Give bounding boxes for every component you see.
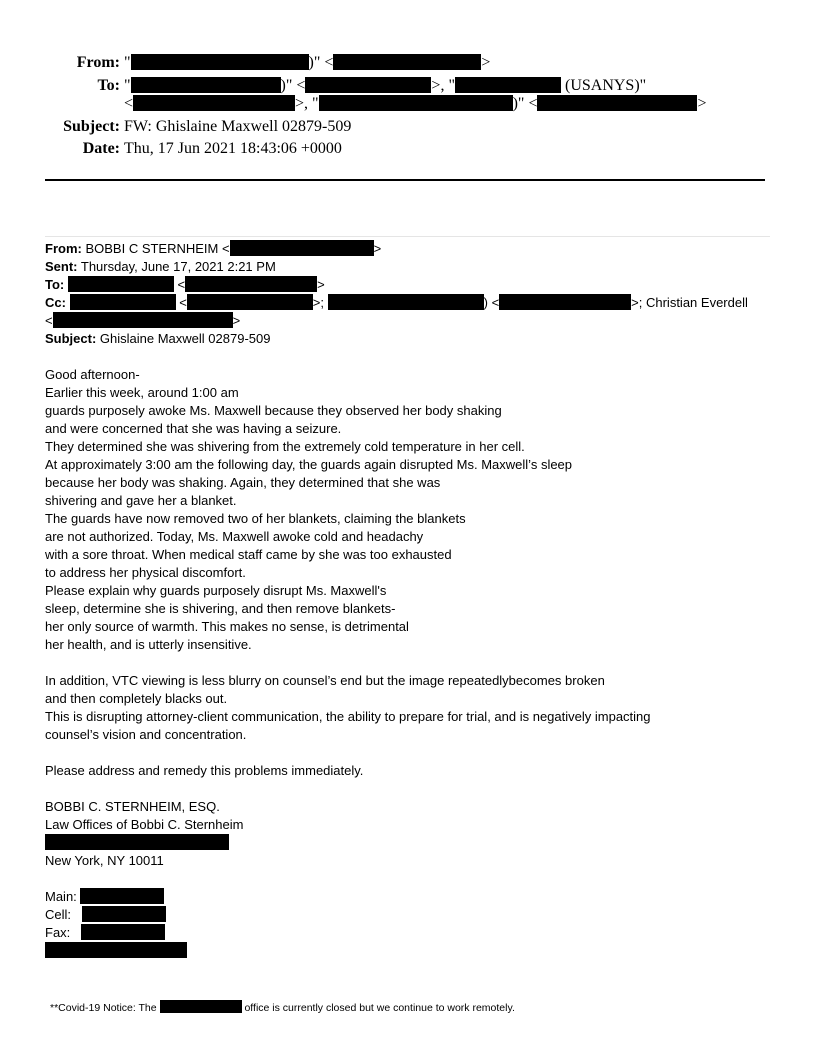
email-from-name: BOBBI C STERNHEIM — [85, 241, 219, 256]
redaction — [45, 834, 229, 850]
email-cc-line: Cc: < >; ) < >; Christian Everdell — [45, 295, 748, 310]
body-line: and were concerned that she was having a seizure. — [45, 421, 342, 436]
body-line: This is disrupting attorney-client communication, the ability to prepare for trial, and is negatively impacting — [45, 709, 651, 724]
signature-address — [45, 834, 785, 852]
usanys-text: (USANYS)" — [564, 77, 647, 94]
notice-suffix: office is currently closed but we continue to work remotely. — [244, 1002, 515, 1014]
body-line: with a sore throat. When medical staff came by she was too exhausted — [45, 547, 452, 562]
cell-label: Cell: — [45, 907, 72, 922]
body-line: shivering and gave her a blanket. — [45, 493, 237, 508]
email-body — [45, 240, 785, 960]
email-from-line: From: BOBBI C STERNHEIM < > — [45, 241, 382, 256]
redaction — [53, 312, 233, 328]
header-divider — [45, 179, 765, 181]
body-line: Please explain why guards purposely disrupt Ms. Maxwell's — [45, 583, 387, 598]
fax-label: Fax: — [45, 925, 71, 940]
redaction — [80, 888, 164, 904]
body-line: sleep, determine she is shivering, and then remove blankets- — [45, 601, 396, 616]
redaction — [81, 924, 165, 940]
to-value: " )" < >, " (USANYS)" — [124, 77, 647, 94]
body-line: Earlier this week, around 1:00 am — [45, 385, 239, 400]
signature-web — [45, 942, 785, 960]
email-sent-line — [45, 258, 785, 276]
signature-cell — [45, 906, 785, 924]
signature-city: New York, NY 10011 — [45, 853, 164, 868]
redaction — [131, 77, 281, 93]
from-value: " )" < > — [124, 54, 491, 71]
body-line: In addition, VTC viewing is less blurry on counsel’s end but the image repeatedlybecomes broken — [45, 673, 605, 688]
redaction — [537, 95, 697, 111]
email-subject-line — [45, 330, 785, 348]
redaction — [305, 77, 431, 93]
signature-main — [45, 888, 785, 906]
date-label: Date: — [82, 140, 120, 157]
email-sent-label: Sent: — [45, 259, 78, 274]
body-line: counsel’s vision and concentration. — [45, 727, 247, 742]
redaction — [455, 77, 561, 93]
redaction — [131, 54, 309, 70]
to-label: To: — [97, 77, 120, 94]
main-label: Main: — [45, 889, 77, 904]
body-line: to address her physical discomfort. — [45, 565, 246, 580]
email-cc-name: ; Christian Everdell — [638, 295, 748, 310]
date-value: Thu, 17 Jun 2021 18:43:06 +0000 — [124, 140, 342, 157]
body-line: The guards have now removed two of her blankets, claiming the blankets — [45, 511, 466, 526]
signature-fax — [45, 924, 785, 942]
notice-prefix: **Covid-19 Notice: The — [50, 1002, 157, 1014]
redaction — [328, 294, 484, 310]
email-divider — [45, 236, 770, 237]
redaction — [45, 942, 187, 958]
redaction — [230, 240, 374, 256]
redaction — [187, 294, 313, 310]
email-subject-label: Subject: — [45, 331, 97, 346]
redaction — [160, 1000, 242, 1013]
email-to-line: To: < > — [45, 277, 325, 292]
redaction — [70, 294, 176, 310]
redaction — [185, 276, 317, 292]
email-sent-value: Thursday, June 17, 2021 2:21 PM — [80, 259, 276, 274]
redaction — [499, 294, 631, 310]
body-line: They determined she was shivering from the extremely cold temperature in her cell. — [45, 439, 525, 454]
redaction — [319, 95, 513, 111]
body-line: Please address and remedy this problems immediately. — [45, 763, 364, 778]
redaction — [68, 276, 174, 292]
body-line: and then completely blacks out. — [45, 691, 228, 706]
body-line: At approximately 3:00 am the following day, the guards again disrupted Ms. Maxwell’s sleep — [45, 457, 573, 472]
body-line: are not authorized. Today, Ms. Maxwell awoke cold and headachy — [45, 529, 424, 544]
redaction — [82, 906, 166, 922]
subject-value: FW: Ghislaine Maxwell 02879-509 — [124, 118, 352, 135]
email-from-label: From: — [45, 241, 82, 256]
email-cc-line-cont: < > — [45, 313, 241, 328]
body-line: guards purposely awoke Ms. Maxwell because they observed her body shaking — [45, 403, 502, 418]
body-line: Good afternoon- — [45, 367, 140, 382]
body-line: her health, and is utterly insensitive. — [45, 637, 252, 652]
redaction — [133, 95, 295, 111]
covid-notice — [50, 1000, 515, 1016]
from-label: From: — [76, 54, 120, 71]
to-value-cont: < >, " )" < > — [124, 95, 707, 112]
email-cc-label: Cc: — [45, 295, 66, 310]
redaction — [333, 54, 481, 70]
body-line: because her body was shaking. Again, they determined that she was — [45, 475, 441, 490]
email-to-label: To: — [45, 277, 65, 292]
signature-name: BOBBI C. STERNHEIM, ESQ. — [45, 799, 220, 814]
subject-label: Subject: — [63, 118, 120, 135]
body-line: her only source of warmth. This makes no sense, is detrimental — [45, 619, 409, 634]
email-subject-value: Ghislaine Maxwell 02879-509 — [99, 331, 271, 346]
signature-firm: Law Offices of Bobbi C. Sternheim — [45, 817, 244, 832]
